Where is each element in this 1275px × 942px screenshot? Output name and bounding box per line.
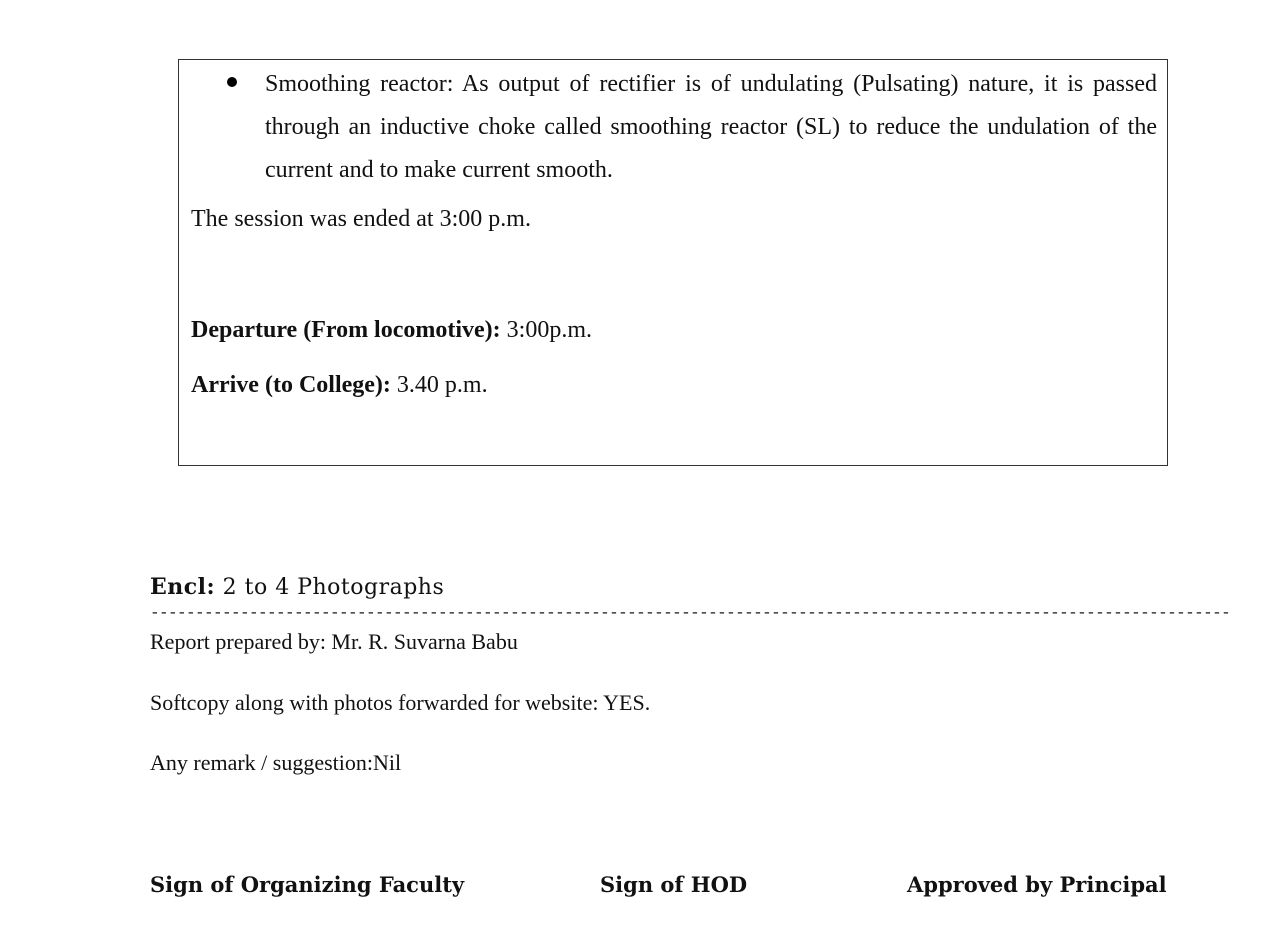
arrive-line [191,370,488,400]
report-details-box [178,59,1168,466]
sign-hod: Sign of HOD [600,872,748,897]
smoothing-reactor-text: Smoothing reactor: As output of rectifier is of undulating (Pulsating) nature, it is passed through an inductive choke called smoothing reactor (SL) to reduce the undulation of the current and to make current smooth. [265,71,1157,183]
sign-organizing-faculty: Sign of Organizing Faculty [150,872,465,897]
separator-line: ------------------------------------------------------------------------------------------------------------------------ [150,604,1231,622]
session-end-text: The session was ended at 3:00 p.m. [191,206,531,232]
report-prepared-by: Report prepared by: Mr. R. Suvarna Babu [150,629,518,654]
enclosure-line [150,574,444,601]
bullet-dot-icon [227,77,237,87]
softcopy-status: Softcopy along with photos forwarded for website: YES. [150,690,651,715]
arrive-label: Arrive (to College): [191,372,391,398]
remark-text: Any remark / suggestion:Nil [150,750,402,775]
encl-label: Encl: [150,574,216,600]
departure-label: Departure (From locomotive): [191,317,501,343]
arrive-value: 3.40 p.m. [390,372,488,398]
departure-line [191,315,592,345]
approved-by-principal: Approved by Principal [907,872,1167,897]
departure-value: 3:00p.m. [500,317,593,343]
encl-value: 2 to 4 Photographs [215,575,445,600]
